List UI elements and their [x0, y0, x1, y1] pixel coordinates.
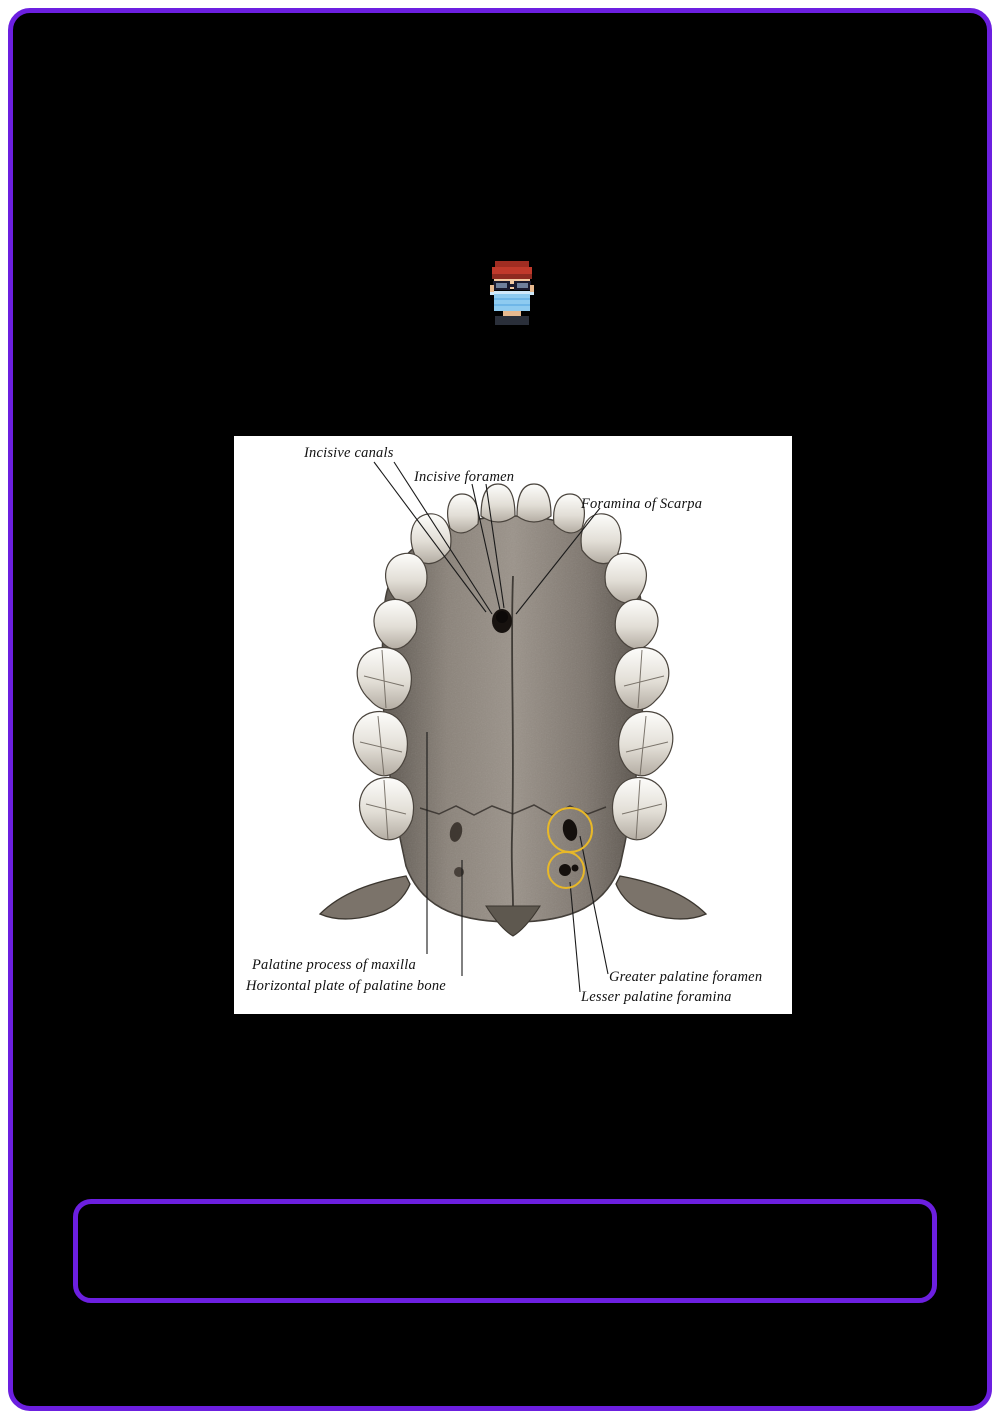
message-input-field[interactable] [92, 1218, 918, 1284]
greater-palatine-foramen-highlight [547, 807, 593, 853]
label-incisive-canals: Incisive canals [304, 445, 394, 461]
label-horizontal-plate-of-palatine-bone: Horizontal plate of palatine bone [246, 978, 446, 994]
label-foramina-of-scarpa: Foramina of Scarpa [581, 496, 703, 512]
hard-palate-figure [234, 436, 792, 1014]
label-incisive-foramen: Incisive foramen [414, 469, 515, 485]
app-screen [8, 8, 992, 1411]
palate-engraving-illustration [234, 436, 792, 1014]
message-input-bar[interactable] [73, 1199, 937, 1303]
doctor-avatar [483, 257, 541, 327]
lesser-palatine-foramina-highlight [547, 851, 585, 889]
label-palatine-process-of-maxilla: Palatine process of maxilla [252, 957, 416, 973]
label-lesser-palatine-foramina: Lesser palatine foramina [581, 989, 732, 1005]
label-greater-palatine-foramen: Greater palatine foramen [609, 969, 763, 985]
